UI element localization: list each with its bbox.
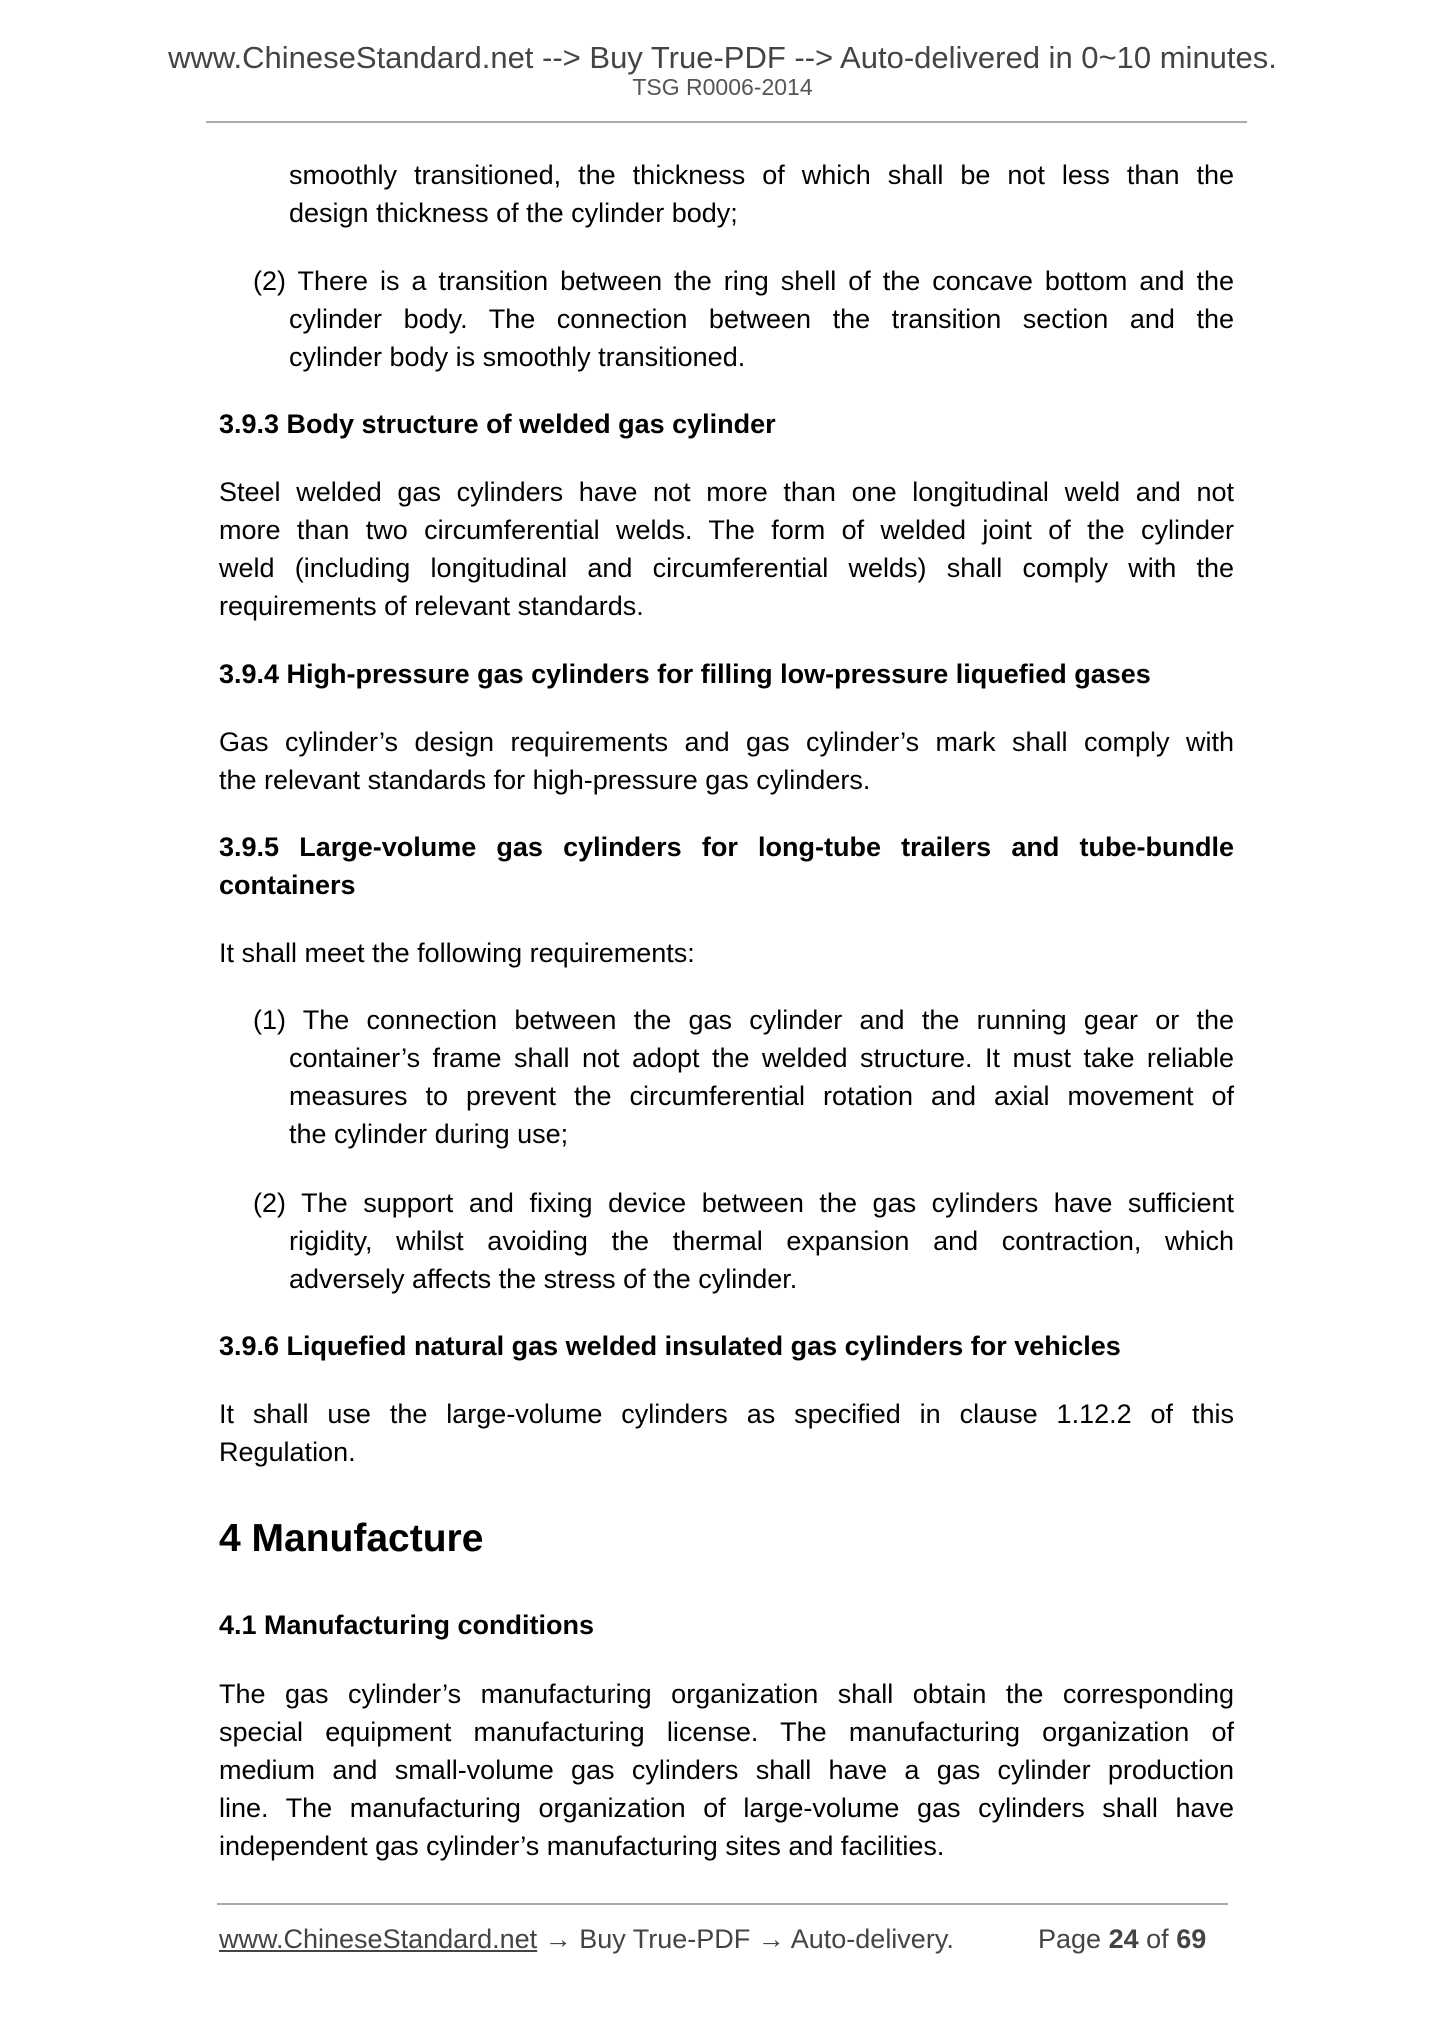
page-of: of bbox=[1146, 1924, 1169, 1954]
document-id: TSG R0006-2014 bbox=[632, 74, 813, 100]
text-line: the relevant standards for high-pressure gas cylinders. bbox=[219, 765, 871, 795]
list-item bbox=[219, 1001, 1234, 1153]
text-line: cylinder body. The connection between the transition section and the bbox=[289, 304, 1234, 334]
footer-text: → Buy True-PDF → Auto-delivery. bbox=[537, 1924, 954, 1954]
list-item bbox=[219, 1184, 1234, 1298]
text-line: It shall meet the following requirements: bbox=[219, 938, 695, 968]
section-heading bbox=[219, 1606, 1234, 1644]
page-label: Page bbox=[1038, 1924, 1102, 1954]
text-line: 3.9.4 High-pressure gas cylinders for filling low-pressure liquefied gases bbox=[219, 659, 1151, 689]
text-line: cylinder body is smoothly transitioned. bbox=[289, 342, 746, 372]
paragraph bbox=[219, 934, 1234, 972]
total-pages: 69 bbox=[1176, 1924, 1207, 1954]
current-page: 24 bbox=[1108, 1924, 1139, 1954]
text-line: container’s frame shall not adopt the welded structure. It must take reliable bbox=[289, 1043, 1234, 1073]
text-line: adversely affects the stress of the cylinder. bbox=[289, 1264, 798, 1294]
text-line: rigidity, whilst avoiding the thermal expansion and contraction, which bbox=[289, 1226, 1234, 1256]
text-line: Regulation. bbox=[219, 1437, 356, 1467]
section-heading bbox=[219, 655, 1234, 693]
header-banner: www.ChineseStandard.net --> Buy True-PDF --> Auto-delivered in 0~10 minutes. bbox=[168, 40, 1277, 75]
text-line: independent gas cylinder’s manufacturing sites and facilities. bbox=[219, 1831, 945, 1861]
footer-link[interactable]: www.ChineseStandard.net bbox=[219, 1924, 538, 1954]
text-line: 3.9.6 Liquefied natural gas welded insulated gas cylinders for vehicles bbox=[219, 1331, 1121, 1361]
paragraph bbox=[219, 156, 1234, 232]
text-line: measures to prevent the circumferential rotation and axial movement of bbox=[289, 1081, 1234, 1111]
text-line: Gas cylinder’s design requirements and gas cylinder’s mark shall comply with bbox=[219, 727, 1234, 757]
text-line: more than two circumferential welds. The form of welded joint of the cylinder bbox=[219, 515, 1234, 545]
header-divider bbox=[206, 121, 1247, 123]
section-heading bbox=[219, 405, 1234, 443]
text-line: line. The manufacturing organization of large-volume gas cylinders shall have bbox=[219, 1793, 1234, 1823]
text-line: special equipment manufacturing license. The manufacturing organization of bbox=[219, 1717, 1234, 1747]
text-line: 3.9.3 Body structure of welded gas cylinder bbox=[219, 409, 776, 439]
chapter-title: 4 Manufacture bbox=[219, 1517, 484, 1560]
text-line: requirements of relevant standards. bbox=[219, 591, 644, 621]
list-item bbox=[219, 262, 1234, 376]
text-line: The gas cylinder’s manufacturing organization shall obtain the corresponding bbox=[219, 1679, 1234, 1709]
paragraph bbox=[219, 723, 1234, 799]
text-line: It shall use the large-volume cylinders as specified in clause 1.12.2 of this bbox=[219, 1399, 1234, 1429]
text-line: medium and small-volume gas cylinders shall have a gas cylinder production bbox=[219, 1755, 1234, 1785]
paragraph bbox=[219, 1675, 1234, 1865]
section-heading bbox=[219, 828, 1234, 904]
footer-divider bbox=[217, 1903, 1228, 1905]
section-heading bbox=[219, 1327, 1234, 1365]
text-line: (2) There is a transition between the ring shell of the concave bottom and the bbox=[253, 266, 1234, 296]
text-line: smoothly transitioned, the thickness of which shall be not less than the bbox=[289, 160, 1234, 190]
text-line: weld (including longitudinal and circumferential welds) shall comply with the bbox=[219, 553, 1234, 583]
footer-left bbox=[219, 1922, 954, 1956]
text-line: containers bbox=[219, 870, 356, 900]
text-line: 3.9.5 Large-volume gas cylinders for long-tube trailers and tube-bundle bbox=[219, 832, 1234, 862]
text-line: design thickness of the cylinder body; bbox=[289, 198, 738, 228]
page-number bbox=[1038, 1922, 1206, 1956]
text-line: 4.1 Manufacturing conditions bbox=[219, 1610, 595, 1640]
text-line: (2) The support and fixing device between the gas cylinders have sufficient bbox=[253, 1188, 1234, 1218]
paragraph bbox=[219, 473, 1234, 625]
text-line: Steel welded gas cylinders have not more than one longitudinal weld and not bbox=[219, 477, 1234, 507]
paragraph bbox=[219, 1395, 1234, 1471]
text-line: the cylinder during use; bbox=[289, 1119, 569, 1149]
text-line: (1) The connection between the gas cylinder and the running gear or the bbox=[253, 1005, 1234, 1035]
